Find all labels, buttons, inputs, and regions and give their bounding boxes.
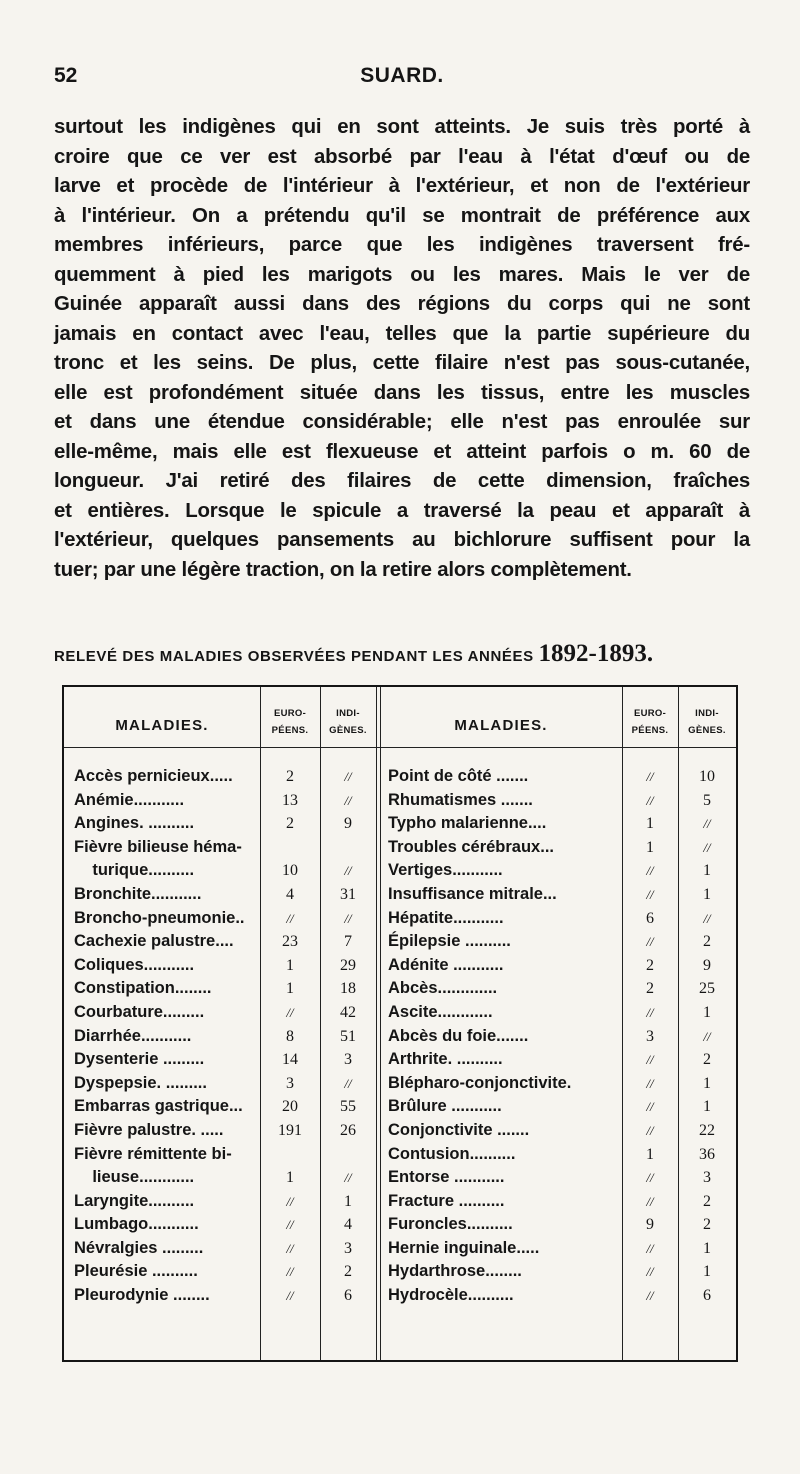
body-text-line: et dans une étendue considérable; elle n'est pas enroulée sur: [54, 411, 750, 433]
indigenes-count: 22: [699, 1121, 715, 1139]
indigenes-count: 4: [344, 1216, 352, 1234]
europeens-count: //: [646, 1004, 654, 1020]
disease-name: Bronchite...........: [74, 884, 202, 903]
europeens-count: 20: [282, 1098, 298, 1116]
indigenes-count: 7: [344, 933, 352, 951]
disease-name: Névralgies .........: [74, 1238, 204, 1257]
disease-name: Vertiges...........: [388, 861, 503, 880]
disease-name: Fièvre bilieuse héma-: [74, 837, 242, 856]
indigenes-count: //: [344, 792, 352, 808]
indigenes-count: //: [344, 910, 352, 926]
disease-name: Hydarthrose........: [388, 1262, 522, 1281]
indigenes-count: //: [344, 1075, 352, 1091]
europeens-count: [260, 1143, 320, 1167]
indigenes-count: 1: [703, 862, 711, 880]
indigenes-count: 18: [340, 980, 356, 998]
europeens-count: 1: [646, 838, 654, 856]
europeens-count: 13: [282, 791, 298, 809]
indigenes-count: 2: [703, 933, 711, 951]
europeens-count: 1: [286, 1169, 294, 1187]
europeens-count: 2: [286, 815, 294, 833]
disease-name: Fièvre rémittente bi-: [74, 1144, 232, 1163]
header-indigenes-right: INDI- GÈNES.: [688, 708, 726, 736]
disease-name: Entorse ...........: [388, 1168, 505, 1187]
body-paragraph: [54, 113, 750, 585]
body-text-line: tronc et les seins. De plus, cette filaire n'est pas sous-cutanée,: [54, 352, 750, 374]
disease-name: Pleurésie ..........: [74, 1262, 198, 1281]
europeens-count: //: [646, 1099, 654, 1115]
indigenes-count: 2: [703, 1192, 711, 1210]
disease-name: Brûlure ...........: [388, 1097, 502, 1116]
running-head: [54, 64, 750, 88]
body-text-line: longueur. J'ai retiré des filaires de cette dimension, fraîches: [54, 470, 750, 492]
right-europeens-column: [622, 765, 678, 1308]
europeens-count: //: [646, 934, 654, 950]
disease-name: Coliques...........: [74, 955, 195, 974]
europeens-count: //: [286, 910, 294, 926]
europeens-count: //: [286, 1217, 294, 1233]
europeens-count: //: [286, 1004, 294, 1020]
disease-name: Arthrite. ..........: [388, 1050, 503, 1069]
running-head-author: SUARD.: [360, 64, 444, 87]
indigenes-count: //: [703, 910, 711, 926]
body-text-line: Guinée apparaît aussi dans des régions du corps qui ne sont: [54, 293, 750, 315]
disease-name: Pleurodynie ........: [74, 1286, 210, 1305]
body-text-line: à l'intérieur. On a prétendu qu'il se montrait de préférence aux: [54, 204, 750, 227]
europeens-count: //: [646, 886, 654, 902]
left-indigenes-column: [320, 765, 376, 1308]
indigenes-count: 51: [340, 1027, 356, 1045]
europeens-count: 3: [286, 1074, 294, 1092]
disease-name: Fracture ..........: [388, 1191, 505, 1210]
europeens-count: 1: [646, 815, 654, 833]
europeens-count: 191: [278, 1121, 302, 1139]
indigenes-count: 10: [699, 768, 715, 785]
disease-name: Accès pernicieux.....: [74, 767, 233, 785]
body-text-line: surtout les indigènes qui en sont atteints. Je suis très porté à: [54, 116, 750, 138]
header-maladies-left: MALADIES.: [115, 717, 209, 734]
europeens-count: //: [286, 1288, 294, 1304]
indigenes-count: //: [344, 769, 352, 784]
europeens-count: //: [646, 1122, 654, 1138]
body-text-line: tuer; par une légère traction, on la retire alors complètement.: [54, 558, 632, 581]
disease-name: Laryngite..........: [74, 1191, 195, 1210]
europeens-count: //: [646, 1240, 654, 1256]
body-text-line: elle-même, mais elle est flexueuse et atteint parfois o m. 60 de: [54, 440, 750, 463]
indigenes-count: 1: [703, 1263, 711, 1281]
europeens-count: //: [646, 1075, 654, 1091]
left-disease-column: [74, 765, 260, 1308]
disease-name: Contusion..........: [388, 1144, 516, 1163]
europeens-count: 4: [286, 885, 294, 903]
disease-name: Hépatite...........: [388, 908, 504, 927]
body-text-line: et entières. Lorsque le spicule a traversé la peau et apparaît à: [54, 499, 750, 522]
indigenes-count: 31: [340, 885, 356, 903]
europeens-count: 1: [286, 980, 294, 998]
disease-name: Courbature.........: [74, 1002, 205, 1021]
disease-name: Hernie inguinale.....: [388, 1238, 540, 1257]
column-center-double-rule: [376, 687, 381, 1360]
europeens-count: 14: [282, 1051, 298, 1069]
disease-name: Lumbago...........: [74, 1215, 199, 1234]
europeens-count: 23: [282, 933, 298, 951]
indigenes-count: 1: [703, 885, 711, 903]
disease-name: Ascite............: [388, 1002, 493, 1021]
indigenes-count: //: [344, 863, 352, 879]
europeens-count: //: [646, 792, 654, 808]
disease-name: Diarrhée...........: [74, 1026, 192, 1045]
header-indigenes-left: INDI- GÈNES.: [329, 708, 367, 736]
indigenes-count: 5: [703, 791, 711, 809]
indigenes-count: //: [344, 1170, 352, 1186]
table-caption-text: RELEVÉ DES MALADIES OBSERVÉES PENDANT LES ANNÉES: [54, 648, 534, 665]
indigenes-count: //: [703, 1028, 711, 1044]
disease-name: Abcès.............: [388, 979, 498, 998]
europeens-count: //: [646, 1193, 654, 1209]
body-text-line: quemment à pied les marigots ou les mares. Mais le ver de: [54, 263, 750, 286]
europeens-count: //: [286, 1193, 294, 1209]
europeens-count: 3: [646, 1027, 654, 1045]
disease-name: Adénite ...........: [388, 955, 504, 974]
disease-name: Épilepsie ..........: [388, 932, 511, 951]
indigenes-count: 2: [703, 1216, 711, 1234]
indigenes-count: 3: [703, 1169, 711, 1187]
europeens-count: //: [646, 769, 654, 784]
europeens-count: //: [646, 863, 654, 879]
header-maladies-right: MALADIES.: [454, 717, 548, 734]
disease-name: Broncho-pneumonie..: [74, 908, 245, 927]
disease-name: Fièvre palustre. .....: [74, 1120, 224, 1139]
indigenes-count: 1: [344, 1192, 352, 1210]
table-caption-years: 1892-1893.: [538, 640, 654, 667]
disease-name: Angines. ..........: [74, 814, 195, 833]
europeens-count: //: [286, 1240, 294, 1256]
indigenes-count: //: [703, 816, 711, 832]
indigenes-count: 2: [344, 1263, 352, 1281]
indigenes-count: 3: [344, 1051, 352, 1069]
europeens-count: //: [646, 1170, 654, 1186]
disease-name: lieuse............: [74, 1168, 195, 1187]
header-rule: [64, 747, 736, 748]
indigenes-count: 6: [344, 1287, 352, 1305]
indigenes-count: [320, 1143, 376, 1167]
europeens-count: //: [646, 1264, 654, 1280]
table-caption: [54, 640, 750, 668]
disease-name: Constipation........: [74, 979, 212, 998]
europeens-count: 10: [282, 862, 298, 880]
disease-name: Typho malarienne....: [388, 814, 547, 833]
disease-name: Hydrocèle..........: [388, 1286, 514, 1305]
europeens-count: 9: [646, 1216, 654, 1234]
indigenes-count: 1: [703, 1003, 711, 1021]
europeens-count: 6: [646, 909, 654, 927]
europeens-count: [260, 836, 320, 860]
disease-name: Anémie...........: [74, 790, 185, 809]
left-europeens-column: [260, 765, 320, 1308]
indigenes-count: 2: [703, 1051, 711, 1069]
disease-name: Cachexie palustre....: [74, 932, 234, 951]
disease-name: Abcès du foie.......: [388, 1026, 529, 1045]
europeens-count: 1: [646, 1145, 654, 1163]
europeens-count: 2: [646, 980, 654, 998]
indigenes-count: 29: [340, 956, 356, 974]
disease-name: Blépharo-conjonctivite.: [388, 1073, 572, 1092]
indigenes-count: 3: [344, 1239, 352, 1257]
body-text-line: l'extérieur, quelques pansements au bichlorure suffisent pour la: [54, 529, 750, 551]
disease-name: Embarras gastrique...: [74, 1097, 243, 1116]
europeens-count: 8: [286, 1027, 294, 1045]
body-text-line: croire que ce ver est absorbé par l'eau à l'état d'œuf ou de: [54, 145, 750, 168]
europeens-count: //: [646, 1052, 654, 1068]
indigenes-count: 26: [340, 1121, 356, 1139]
indigenes-count: 25: [699, 980, 715, 998]
europeens-count: 2: [286, 768, 294, 785]
disease-name: Insuffisance mitrale...: [388, 884, 557, 903]
europeens-count: //: [286, 1264, 294, 1280]
indigenes-count: 1: [703, 1239, 711, 1257]
indigenes-count: 9: [703, 956, 711, 974]
disease-name: Conjonctivite .......: [388, 1120, 530, 1139]
indigenes-count: //: [703, 839, 711, 855]
indigenes-count: 36: [699, 1145, 715, 1163]
page-number: 52: [54, 64, 78, 87]
disease-name: Troubles cérébraux...: [388, 837, 554, 856]
disease-name: Rhumatismes .......: [388, 790, 533, 809]
header-europeens-left: EURO- PÉENS.: [271, 708, 309, 736]
disease-name: turique..........: [74, 861, 195, 880]
indigenes-count: [320, 836, 376, 860]
indigenes-count: 6: [703, 1287, 711, 1305]
indigenes-count: 42: [340, 1003, 356, 1021]
disease-name: Point de côté .......: [388, 767, 529, 785]
europeens-count: 2: [646, 956, 654, 974]
right-disease-column: [388, 765, 622, 1308]
body-text-line: membres inférieurs, parce que les indigènes traversent fré-: [54, 234, 750, 256]
indigenes-count: 9: [344, 815, 352, 833]
europeens-count: 1: [286, 956, 294, 974]
body-text-line: elle est profondément située dans les tissus, entre les muscles: [54, 381, 750, 404]
indigenes-count: 55: [340, 1098, 356, 1116]
disease-name: Dyspepsie. .........: [74, 1073, 207, 1092]
disease-name: Furoncles..........: [388, 1215, 513, 1234]
indigenes-count: 1: [703, 1074, 711, 1092]
body-text-line: larve et procède de l'intérieur à l'extérieur, et non de l'extérieur: [54, 175, 750, 197]
right-indigenes-column: [678, 765, 736, 1308]
disease-name: Dysenterie .........: [74, 1050, 205, 1069]
europeens-count: //: [646, 1288, 654, 1304]
indigenes-count: 1: [703, 1098, 711, 1116]
header-europeens-right: EURO- PÉENS.: [631, 708, 669, 736]
body-text-line: jamais en contact avec l'eau, telles que la partie supérieure du: [54, 322, 750, 345]
disease-table: [62, 685, 738, 1362]
